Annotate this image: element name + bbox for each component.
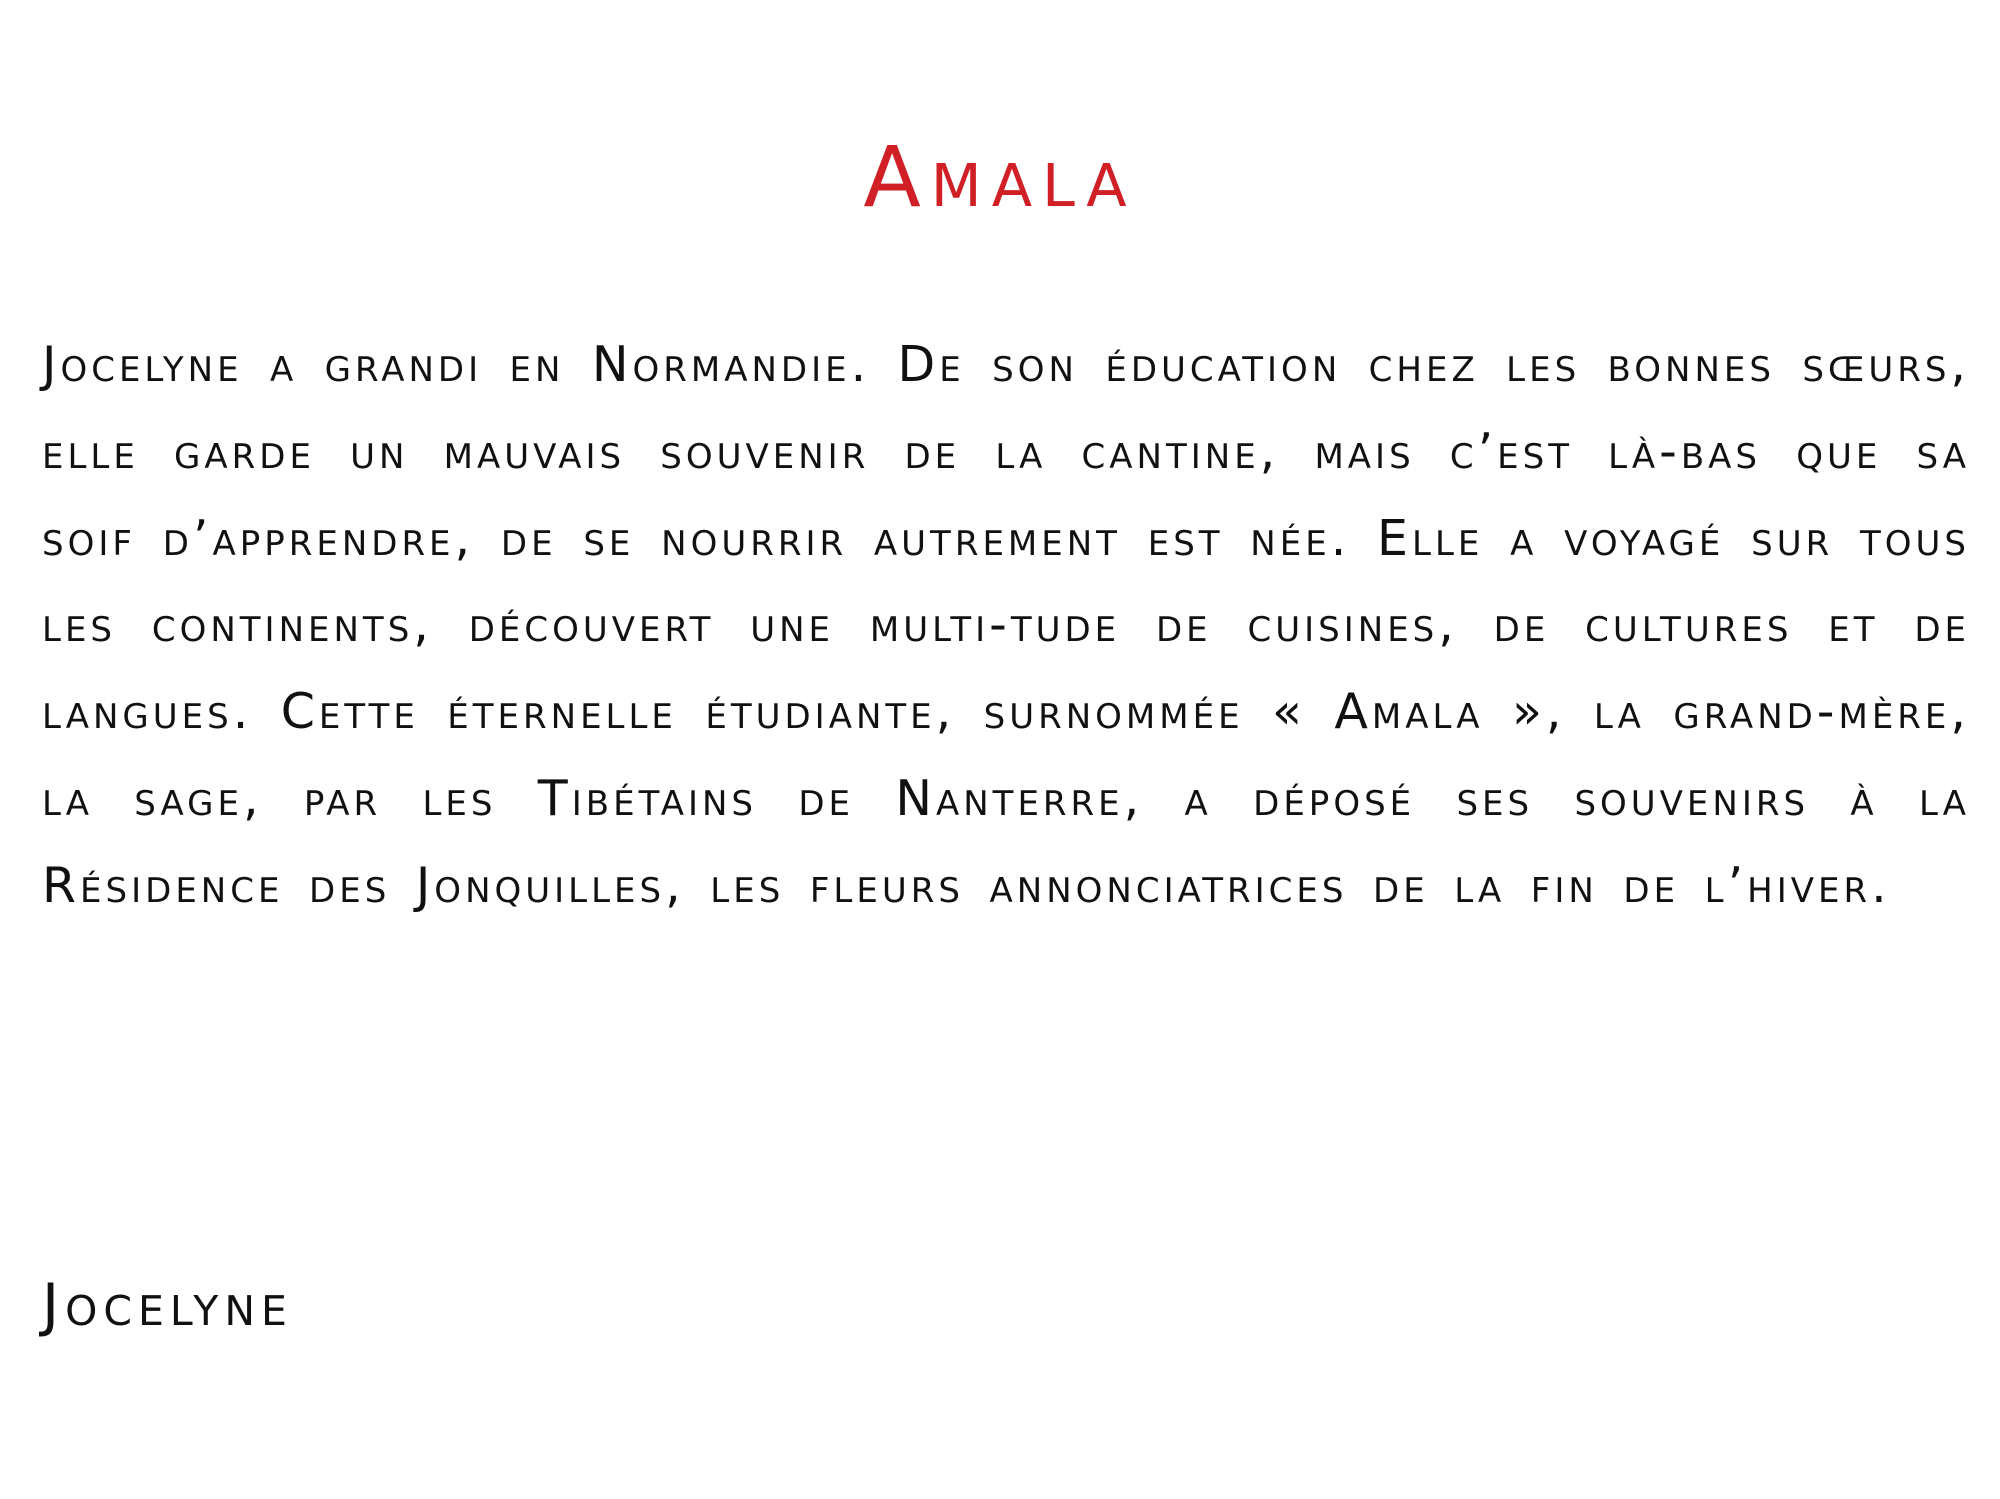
signature: Jocelyne — [42, 1271, 293, 1339]
body-paragraph: Jocelyne a grandi en Normandie. De son éducation chez les bonnes sœurs, elle garde un mauvais souvenir de la cantine, mais c’est là-bas que sa soif d’apprendre, de se nourrir autrement est née. Elle a voyagé sur tous les continents, découvert une multi-tude de cuisines, de cultures et de langues. Cette éternelle étudiante, surnommée « Amala », la grand-mère, la sage, par les Tibétains de Nanterre, a déposé ses souvenirs à la Résidence des Jonquilles, les fleurs annonciatrices de la fin de l’hiver. — [42, 336, 1970, 914]
page-title: Amala — [863, 128, 1137, 226]
